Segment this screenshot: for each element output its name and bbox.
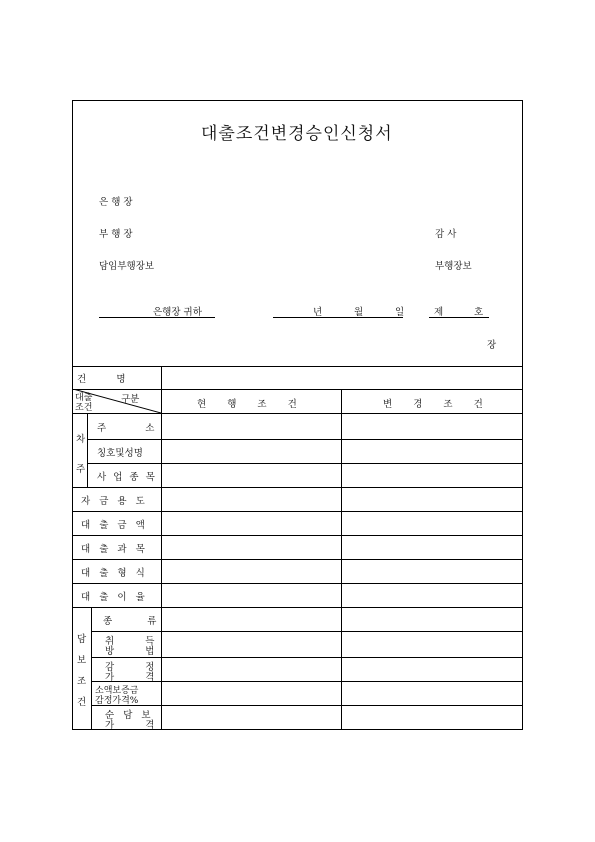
acquisition-label-2: 방 법 xyxy=(105,646,169,657)
row-divider xyxy=(73,535,522,536)
row-divider xyxy=(87,439,522,440)
col-divider xyxy=(87,413,88,487)
collateral-type-label: 종 류 xyxy=(103,616,173,627)
loan-subject-label: 대 출 과 목 xyxy=(81,544,148,555)
col-divider xyxy=(341,389,342,729)
loan-amount-label: 대 출 금 액 xyxy=(81,520,148,531)
header-loan-label: 대출 xyxy=(75,393,93,403)
month-label: 월 xyxy=(354,307,364,318)
row-divider xyxy=(91,705,522,706)
changed-conditions-header: 변 경 조 건 xyxy=(383,399,492,410)
auditor-label: 감 사 xyxy=(435,229,457,240)
borrower-group-label-2: 주 xyxy=(76,464,86,475)
appraisal-label-2: 가 격 xyxy=(105,672,169,683)
form-title: 대출조건변경승인신청서 xyxy=(201,124,393,144)
current-conditions-header: 현 행 조 건 xyxy=(197,399,306,410)
date-underline xyxy=(273,317,403,318)
net-collateral-label-2: 가 격 xyxy=(105,720,169,731)
net-collateral-label-1: 순 담 보 xyxy=(105,710,154,721)
row-divider xyxy=(87,463,522,464)
fund-purpose-label: 자 금 용 도 xyxy=(81,496,148,507)
acquisition-label-1: 취 득 xyxy=(105,636,169,647)
assistant-manager-label: 부행장보 xyxy=(435,261,472,272)
appraisal-label-1: 감 정 xyxy=(105,662,169,673)
collateral-group-label-1: 담 xyxy=(77,634,87,645)
row-divider xyxy=(73,487,522,488)
header-category-label: 구분 xyxy=(121,394,140,405)
year-label: 년 xyxy=(313,307,323,318)
header-condition-label: 조건 xyxy=(75,403,93,413)
row-divider xyxy=(73,559,522,560)
application-form xyxy=(72,100,523,730)
row-divider xyxy=(73,583,522,584)
small-deposit-label-2: 감정가격% xyxy=(95,696,139,706)
bank-manager-label: 은 행 장 xyxy=(99,197,133,208)
borrower-name-label: 칭호및성명 xyxy=(97,448,143,459)
collateral-group-label-4: 건 xyxy=(77,697,87,708)
doc-no-suffix: 호 xyxy=(474,307,484,318)
small-deposit-label-1: 소액보증금 xyxy=(95,686,139,696)
borrower-group-label-1: 차 xyxy=(76,434,86,445)
doc-no-prefix: 제 xyxy=(434,307,444,318)
collateral-group-label-3: 조 xyxy=(77,676,87,687)
row-divider xyxy=(91,631,522,632)
table-top-line xyxy=(73,366,522,367)
borrower-business-label: 사 업 종 목 xyxy=(97,472,157,483)
row-divider xyxy=(91,657,522,658)
seal-label: 장 xyxy=(487,340,497,351)
col-divider xyxy=(91,607,92,729)
loan-rate-label: 대 출 이 율 xyxy=(81,592,148,603)
case-name-label: 건 명 xyxy=(77,374,126,385)
borrower-address-label: 주 소 xyxy=(97,423,173,434)
deputy-manager-label: 부 행 장 xyxy=(99,229,133,240)
row-divider xyxy=(73,511,522,512)
collateral-group-label-2: 보 xyxy=(77,655,87,666)
day-label: 일 xyxy=(395,307,405,318)
addressee-label: 은행장 귀하 xyxy=(153,307,202,318)
loan-type-label: 대 출 형 식 xyxy=(81,568,148,579)
row-divider xyxy=(73,607,522,608)
row-divider xyxy=(73,413,522,414)
charge-deputy-manager-label: 담임부행장보 xyxy=(99,261,155,272)
